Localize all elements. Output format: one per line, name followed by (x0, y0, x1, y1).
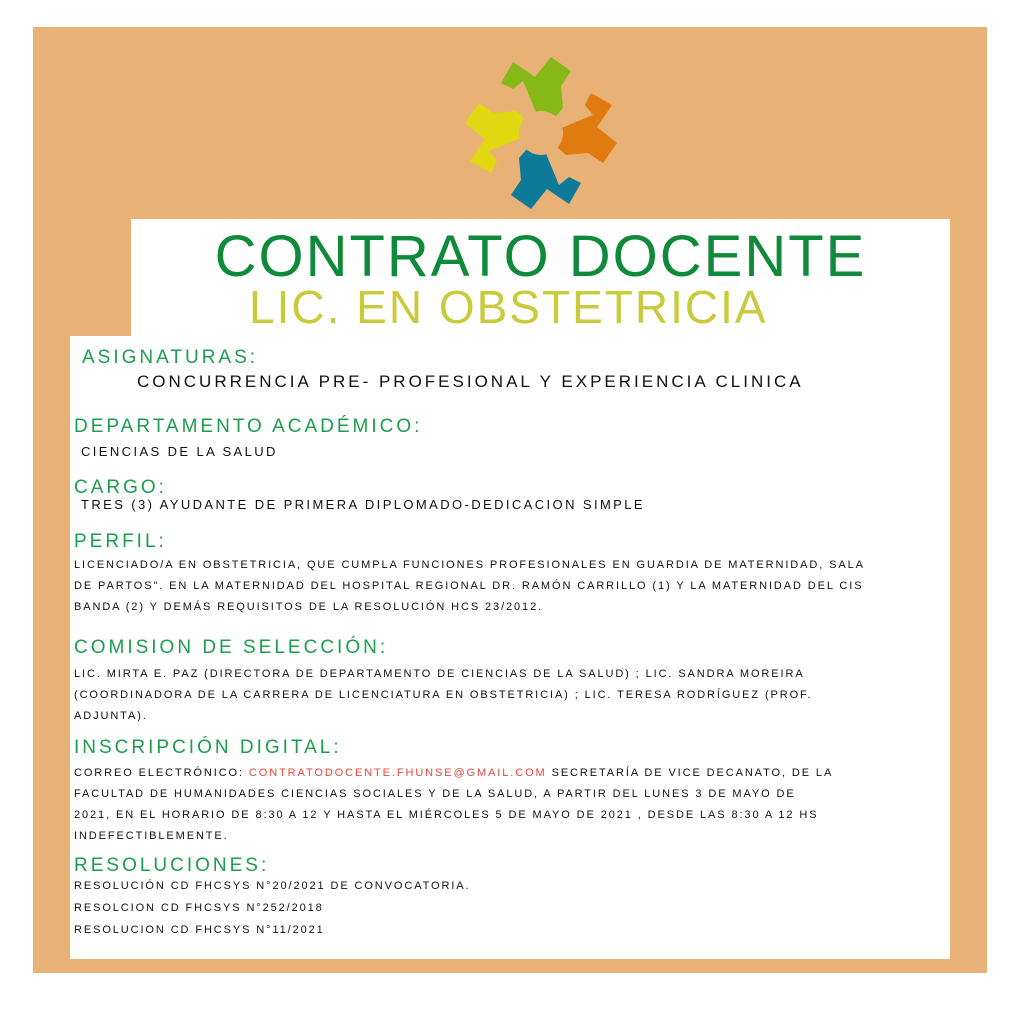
resolucion-line: RESOLCION CD FHCSYS N°252/2018 (74, 902, 324, 914)
inscripcion-heading: INSCRIPCIÓN DIGITAL: (74, 737, 342, 758)
page-subtitle: LIC. EN OBSTETRICIA (249, 281, 768, 333)
comision-line: ADJUNTA). (74, 710, 148, 722)
perfil-heading: PERFIL: (74, 531, 167, 552)
asignaturas-heading: ASIGNATURAS: (82, 347, 259, 368)
comision-line: LIC. MIRTA E. PAZ (DIRECTORA DE DEPARTAMENTO DE CIENCIAS DE LA SALUD) ; LIC. SANDRA MOREIRA (74, 668, 805, 680)
email-after-text: SECRETARÍA DE VICE DECANATO, DE LA (551, 767, 834, 779)
content-panel (70, 336, 950, 959)
puzzle-arrows-logo-icon (460, 52, 622, 214)
page-title: CONTRATO DOCENTE (214, 224, 867, 289)
departamento-heading: DEPARTAMENTO ACADÉMICO: (74, 416, 423, 437)
inscripcion-line (74, 763, 833, 784)
cargo-heading: CARGO: (74, 477, 167, 498)
resolucion-line: RESOLUCIÓN CD FHCSYS N°20/2021 DE CONVOCATORIA. (74, 880, 471, 892)
email-link[interactable]: CONTRATODOCENTE.FHUNSE@GMAIL.COM (248, 767, 547, 779)
email-label: CORREO ELECTRÓNICO: (74, 767, 244, 779)
resolucion-line: RESOLUCION CD FHCSYS N°11/2021 (74, 924, 325, 936)
comision-line: (COORDINADORA DE LA CARRERA DE LICENCIATURA EN OBSTETRICIA) ; LIC. TERESA RODRÍGUEZ (PROF. (74, 689, 813, 701)
inscripcion-line: FACULTAD DE HUMANIDADES CIENCIAS SOCIALES Y DE LA SALUD, A PARTIR DEL LUNES 3 DE MAYO DE (74, 788, 796, 800)
comision-heading: COMISION DE SELECCIÓN: (74, 637, 389, 658)
cargo-text: TRES (3) AYUDANTE DE PRIMERA DIPLOMADO-DEDICACION SIMPLE (81, 497, 645, 512)
perfil-line: LICENCIADO/A EN OBSTETRICIA, QUE CUMPLA FUNCIONES PROFESIONALES EN GUARDIA DE MATERNIDAD, SALA (74, 559, 865, 571)
perfil-line: DE PARTOS". EN LA MATERNIDAD DEL HOSPITAL REGIONAL DR. RAMÓN CARRILLO (1) Y LA MATERNIDAD DEL CIS (74, 580, 864, 592)
resoluciones-heading: RESOLUCIONES: (74, 855, 270, 876)
inscripcion-line: INDEFECTIBLEMENTE. (74, 830, 229, 842)
departamento-text: CIENCIAS DE LA SALUD (81, 444, 278, 459)
perfil-line: BANDA (2) Y DEMÁS REQUISITOS DE LA RESOLUCIÓN HCS 23/2012. (74, 601, 544, 613)
inscripcion-line: 2021, EN EL HORARIO DE 8:30 A 12 Y HASTA EL MIÉRCOLES 5 DE MAYO DE 2021 , DESDE LAS 8:30 A 12 HS (74, 809, 819, 821)
asignaturas-text: CONCURRENCIA PRE- PROFESIONAL Y EXPERIENCIA CLINICA (137, 372, 804, 391)
title-banner (131, 219, 950, 339)
